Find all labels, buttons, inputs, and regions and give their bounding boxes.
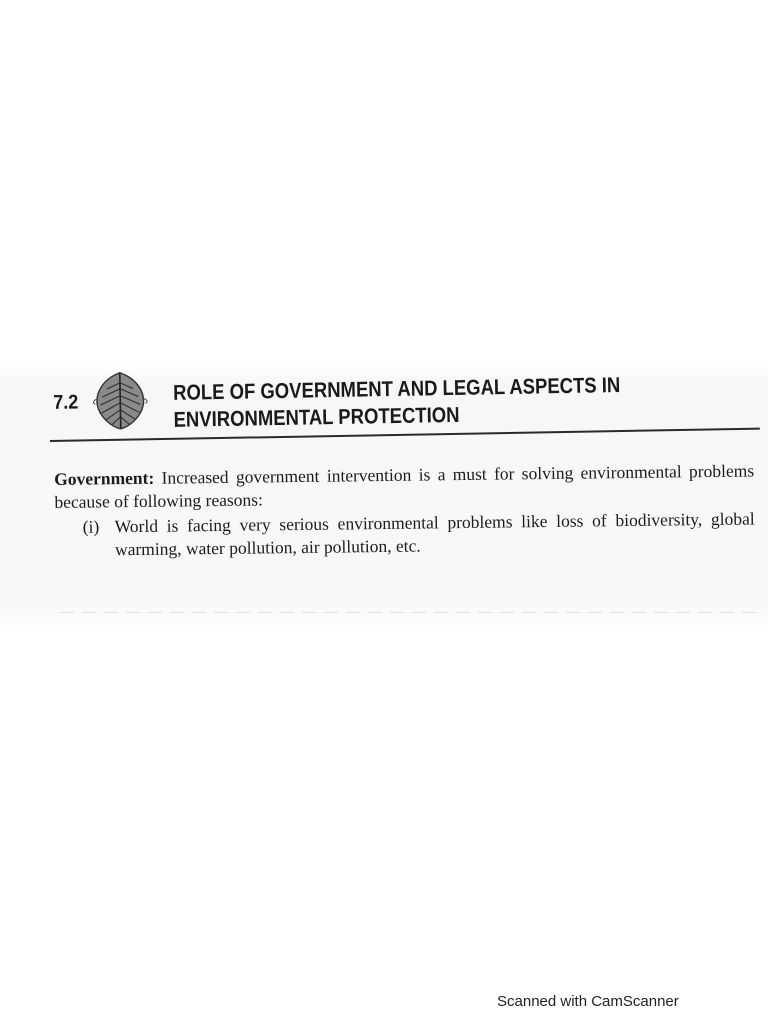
list-item-number: (i) bbox=[82, 516, 100, 537]
body-text bbox=[54, 459, 755, 562]
list-item-text: World is facing very serious environmental problems like loss of biodiversity, global warming, water pollution, air pollution, etc. bbox=[114, 508, 755, 560]
faint-divider bbox=[60, 612, 760, 613]
section-heading bbox=[49, 356, 760, 444]
intro-paragraph bbox=[54, 459, 755, 514]
lead-term: Government: bbox=[54, 467, 155, 489]
scanner-watermark: Scanned with CamScanner bbox=[497, 993, 679, 1010]
section-title bbox=[173, 371, 655, 433]
list-item bbox=[55, 507, 756, 562]
section-title-line-2: ENVIRONMENTAL PROTECTION bbox=[173, 402, 460, 432]
section-number: 7.2 bbox=[53, 391, 79, 414]
section-title-line-1: ROLE OF GOVERNMENT AND LEGAL ASPECTS IN bbox=[172, 373, 621, 405]
lead-text: Increased government intervention is a must for solving environmental problems because of following reasons: bbox=[54, 460, 755, 512]
leaf-icon bbox=[89, 368, 152, 431]
